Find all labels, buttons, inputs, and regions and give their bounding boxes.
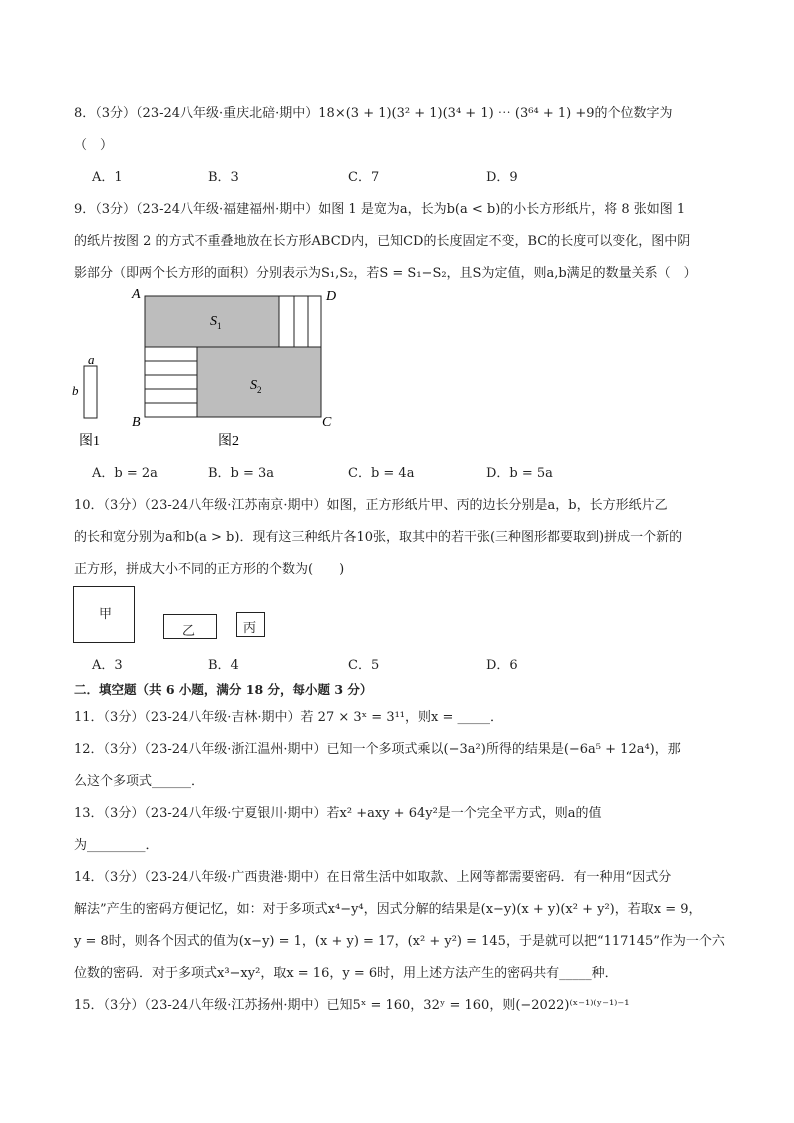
label-s1: $S_1$ (210, 314, 222, 331)
vertex-a: A (132, 287, 141, 302)
q10-option-b[interactable]: B．4 (208, 658, 239, 673)
q14-line2: 解法”产生的密码方便记忆，如：对于多项式x⁴−y⁴，因式分解的结果是(x−y)(x + y)(x² + y²)，若取x = 9， (74, 902, 702, 917)
label-yi: 乙 (182, 624, 196, 639)
fig1-label-b: b (72, 383, 79, 398)
q13-line2: 为_________． (74, 838, 159, 853)
label-bing: 丙 (243, 621, 257, 636)
q9-line1: 9．（3分）（23-24八年级·福建福州·期中）如图 1 是宽为a，长为b(a < b)的小长方形纸片，将 8 张如图 1 (74, 202, 686, 217)
section-2-heading: 二．填空题（共 6 小题，满分 18 分，每小题 3 分） (74, 682, 373, 697)
q9-option-c[interactable]: C．b = 4a (348, 466, 415, 481)
fig1-caption: 图1 (79, 434, 100, 449)
q10-option-a[interactable]: A．3 (92, 658, 123, 673)
q9-line3: 影部分（即两个长方形的面积）分别表示为S₁,S₂，若S = S₁−S₂，且S为定值，则a,b满足的数量关系（ ） (74, 266, 697, 281)
q9-line2: 的纸片按图 2 的方式不重叠地放在长方形ABCD内，已知CD的长度固定不变，BC的长度可以变化，图中阴 (74, 234, 691, 249)
q8-option-c[interactable]: C．7 (348, 170, 380, 185)
fig2-caption: 图2 (218, 434, 239, 449)
q10-line3: 正方形，拼成大小不同的正方形的个数为( ) (74, 562, 345, 577)
q8-line1: 8．（3分）（23-24八年级·重庆北碚·期中）18×(3 + 1)(3² + 1)(3⁴ + 1) ⋯ (3⁶⁴ + 1) +9的个位数字为 (74, 106, 673, 121)
q14-line1: 14．（3分）（23-24八年级·广西贵港·期中）在日常生活中如取款、上网等都需要密码．有一种用“因式分 (74, 870, 672, 885)
q13-line1: 13．（3分）（23-24八年级·宁夏银川·期中）若x² +axy + 64y²是一个完全平方式，则a的值 (74, 806, 602, 821)
q14-line3: y = 8时，则各个因式的值为(x−y) = 1，(x + y) = 17，(x² + y²) = 145，于是就可以把“117145”作为一个六 (74, 934, 725, 949)
square-jia (73, 586, 135, 643)
label-s2: $S_2$ (250, 378, 262, 395)
q8-line2: （ ） (74, 138, 114, 153)
q8-option-d[interactable]: D．9 (486, 170, 518, 185)
q9-figure (60, 282, 350, 452)
q10-line1: 10．（3分）（23-24八年级·江苏南京·期中）如图，正方形纸片甲、丙的边长分别是a，b，长方形纸片乙 (74, 498, 668, 513)
shaded-s2 (197, 347, 321, 417)
vertex-c: C (322, 415, 332, 430)
fig1-label-a: a (88, 352, 95, 367)
q9-option-d[interactable]: D．b = 5a (486, 466, 553, 481)
rect-yi (163, 614, 217, 639)
q10-option-c[interactable]: C．5 (348, 658, 380, 673)
q12-line1: 12．（3分）（23-24八年级·浙江温州·期中）已知一个多项式乘以(−3a²)所得的结果是(−6a⁵ + 12a⁴)，那 (74, 742, 681, 757)
fig1-rect (84, 366, 97, 418)
q12-line2: 么这个多项式______． (74, 774, 205, 789)
q8-option-b[interactable]: B．3 (208, 170, 239, 185)
vertex-b: B (132, 415, 141, 430)
q9-option-b[interactable]: B．b = 3a (208, 466, 275, 481)
label-jia: 甲 (99, 607, 113, 622)
q10-option-d[interactable]: D．6 (486, 658, 518, 673)
q14-line4: 位数的密码．对于多项式x³−xy²，取x = 16，y = 6时，用上述方法产生的密码共有_____种． (74, 966, 618, 981)
q8-option-a[interactable]: A．1 (92, 170, 123, 185)
q10-line2: 的长和宽分别为a和b(a > b)．现有这三种纸片各10张，取其中的若干张(三种图形都要取到)拼成一个新的 (74, 530, 683, 545)
q11: 11．（3分）（23-24八年级·吉林·期中）若 27 × 3ˣ = 3¹¹，则x = _____． (74, 710, 504, 725)
q9-option-a[interactable]: A．b = 2a (92, 466, 158, 481)
vertex-d: D (326, 289, 337, 304)
q15: 15．（3分）（23-24八年级·江苏扬州·期中）已知5ˣ = 160，32ʸ = 160，则(−2022)⁽ˣ⁻¹⁾⁽ʸ⁻¹⁾⁻¹ (74, 998, 630, 1013)
square-bing (236, 612, 265, 637)
